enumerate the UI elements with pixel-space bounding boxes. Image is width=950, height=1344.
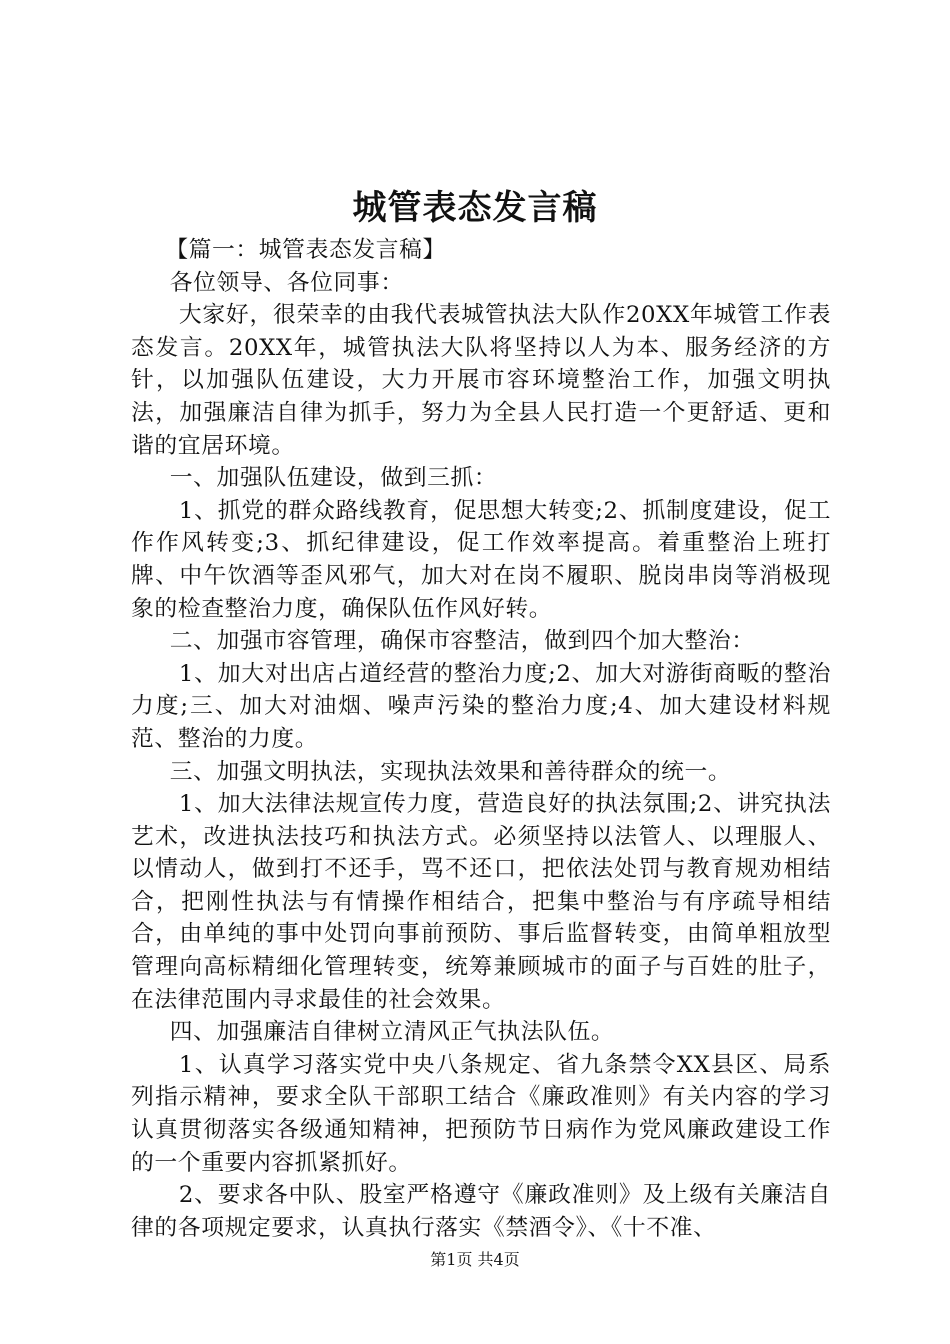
paragraph-heading: 三、加强文明执法，实现执法效果和善待群众的统一。 — [169, 758, 732, 785]
paragraph: 2、要求各中队、股室严格遵守《廉政准则》及上级有关廉洁自律的各项规定要求，认真执行落实《禁酒令》、《十不准、 — [131, 1182, 831, 1241]
document-body — [131, 234, 831, 1244]
paragraph: 1、加大对出店占道经营的整治力度;2、加大对游街商畈的整治力度;三、加大对油烟、噪声污染的整治力度;4、加大建设材料规范、整治的力度。 — [131, 660, 831, 752]
paragraph: 1、加大法律法规宣传力度，营造良好的执法氛围;2、讲究执法艺术，改进执法技巧和执法方式。必须坚持以法管人、以理服人、以情动人，做到打不还手，骂不还口，把依法处罚与教育规劝相结合，把刚性执法与有情操作相结合，把集中整治与有序疏导相结合，由单纯的事中处罚向事前预防、事后监督转变，由简单粗放型管理向高标精细化管理转变，统筹兼顾城市的面子与百姓的肚子，在法律范围内寻求最佳的社会效果。 — [131, 791, 831, 1013]
paragraph-heading: 一、加强队伍建设，做到三抓： — [169, 465, 498, 492]
paragraph: 1、认真学习落实党中央八条规定、省九条禁令XX县区、局系列指示精神，要求全队干部职工结合《廉政准则》有关内容的学习认真贯彻落实各级通知精神，把预防节日病作为党风廉政建设工作的一个重要内容抓紧抓好。 — [131, 1051, 831, 1176]
document-title: 城管表态发言稿 — [352, 188, 598, 228]
section-heading: 【篇一：城管表态发言稿】 — [165, 237, 446, 263]
paragraph: 1、抓党的群众路线教育，促思想大转变;2、抓制度建设，促工作作风转变;3、抓纪律建设，促工作效率提高。着重整治上班打牌、中午饮酒等歪风邪气，加大对在岗不履职、脱岗串岗等消极现象的检查整治力度，确保队伍作风好转。 — [131, 497, 831, 622]
salutation: 各位领导、各位同事： — [169, 269, 404, 296]
paragraph: 大家好，很荣幸的由我代表城管执法大队作20XX年城管工作表态发言。20XX年，城管执法大队将坚持以人为本、服务经济的方针，以加强队伍建设，大力开展市容环境整治工作，加强文明执法，加强廉洁自律为抓手，努力为全县人民打造一个更舒适、更和谐的宜居环境。 — [131, 302, 831, 459]
paragraph-heading: 四、加强廉洁自律树立清风正气执法队伍。 — [169, 1019, 615, 1046]
page-number: 第1页 共4页 — [430, 1250, 520, 1269]
paragraph-heading: 二、加强市容管理，确保市容整洁，做到四个加大整治： — [169, 628, 755, 655]
